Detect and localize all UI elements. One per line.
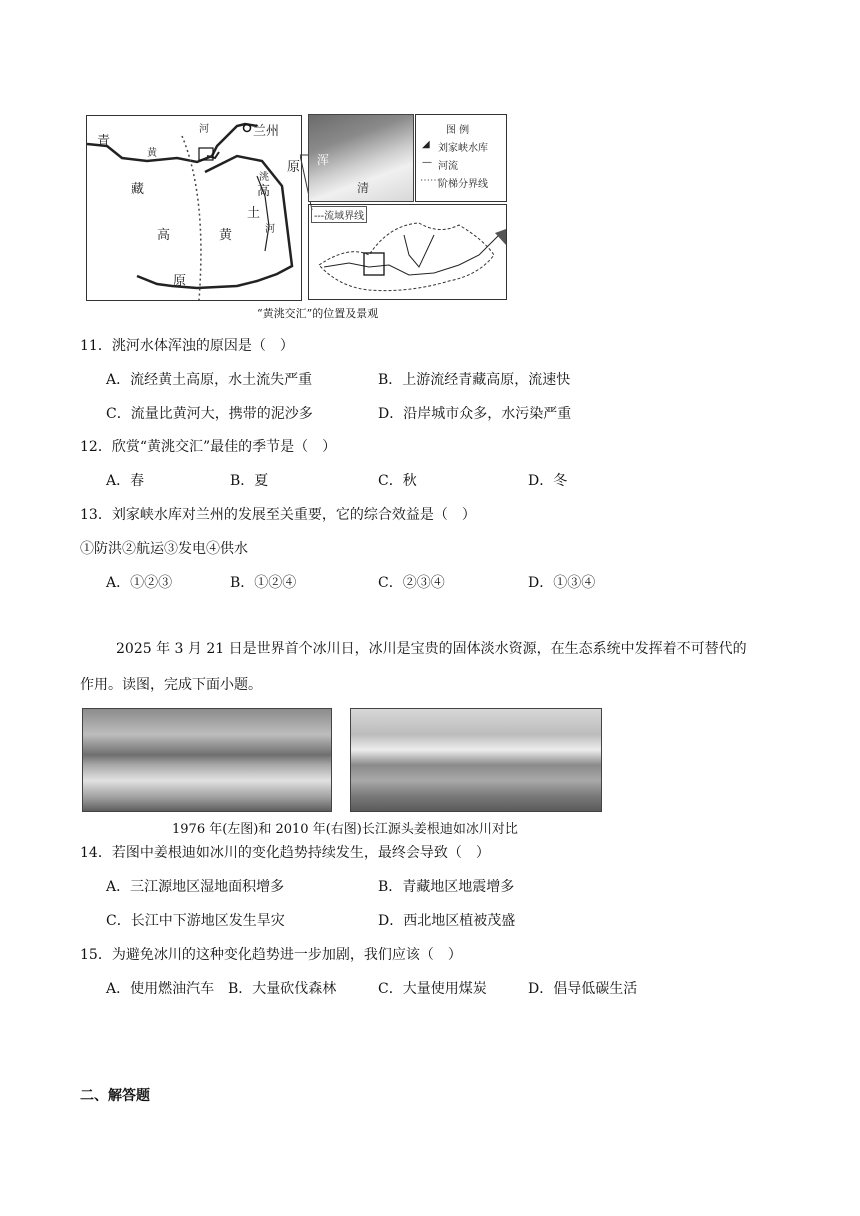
q11-option-c[interactable]: C．流量比黄河大，携带的泥沙多 (106, 406, 313, 422)
q12-option-c[interactable]: C．秋 (378, 473, 417, 489)
legend (415, 114, 507, 202)
basin-label: 流域界线 (324, 211, 365, 222)
legend-title: 图 例 (446, 125, 470, 136)
q12-option-b[interactable]: B．夏 (230, 473, 269, 489)
question-13-stem: 13．刘家峡水库对兰州的发展至关重要，它的综合效益是（ ） (80, 507, 476, 523)
q14-option-b[interactable]: B．青藏地区地震增多 (378, 879, 515, 895)
q14-option-d[interactable]: D．西北地区植被茂盛 (378, 913, 516, 929)
q15-option-a[interactable]: A．使用燃油汽车 (106, 981, 215, 997)
q13-option-d[interactable]: D．①③④ (528, 575, 596, 591)
map-loess-plateau (86, 115, 302, 301)
label-tu: 土 (247, 206, 261, 221)
label-he2: 河 (265, 224, 275, 235)
label-gao1: 高 (157, 228, 171, 243)
q14-option-a[interactable]: A．三江源地区湿地面积增多 (106, 879, 285, 895)
basin-lines (309, 205, 506, 299)
photo-glacier-1976 (82, 708, 332, 812)
q12-option-a[interactable]: A．春 (106, 473, 145, 489)
section-2-title: 二、解答题 (80, 1088, 150, 1104)
label-tao: 洮 (259, 172, 269, 183)
figure1-caption: “黄洮交汇”的位置及景观 (257, 307, 379, 320)
label-qing: 青 (97, 134, 111, 149)
map-lines (87, 116, 301, 300)
q14-option-c[interactable]: C．长江中下游地区发生旱灾 (106, 913, 285, 929)
label-lanzhou: 兰州 (253, 124, 280, 139)
passage-line-1: 2025 年 3 月 21 日是世界首个冰川日，冰川是宝贵的固体淡水资源，在生态系统中发挥着不可替代的 (116, 641, 747, 657)
q15-option-b[interactable]: B．大量砍伐森林 (228, 981, 337, 997)
q15-option-d[interactable]: D．倡导低碳生活 (528, 981, 638, 997)
q12-option-d[interactable]: D．冬 (528, 473, 568, 489)
q11-option-a[interactable]: A．流经黄土高原，水土流失严重 (106, 372, 313, 388)
label-huang2: 黄 (219, 228, 233, 243)
photo-glacier-2010 (350, 708, 602, 812)
label-yuan1: 原 (173, 274, 187, 289)
figure2-caption: 1976 年(左图)和 2010 年(右图)长江源头姜根迪如冰川对比 (172, 822, 518, 837)
question-11-stem: 11．洮河水体浑浊的原因是（ ） (80, 338, 294, 354)
label-hun: 浑 (317, 153, 330, 167)
question-12-stem: 12．欣赏“黄洮交汇”最佳的季节是（ ） (80, 439, 337, 455)
photo-confluence (308, 114, 414, 202)
label-qing-water: 清 (357, 181, 370, 195)
passage-line-2: 作用。读图，完成下面小题。 (80, 677, 262, 693)
q13-option-a[interactable]: A．①②③ (106, 575, 173, 591)
river-line-icon: — (422, 157, 432, 168)
basin-map (308, 204, 507, 300)
label-zang: 藏 (131, 182, 145, 197)
label-huang-river: 黄 (147, 148, 157, 159)
question-14-stem: 14．若图中姜根迪如冰川的变化趋势持续发生，最终会导致（ ） (80, 845, 490, 861)
q15-option-c[interactable]: C．大量使用煤炭 (378, 981, 487, 997)
label-yuan2: 原 (287, 160, 301, 175)
question-15-stem: 15．为避免冰川的这种变化趋势进一步加剧，我们应该（ ） (80, 947, 462, 963)
legend-item-boundary: 阶梯分界线 (438, 179, 488, 190)
q11-option-b[interactable]: B．上游流经青藏高原，流速快 (378, 372, 571, 388)
basin-line-icon: --- (314, 211, 325, 222)
q13-option-c[interactable]: C．②③④ (378, 575, 445, 591)
step-boundary-icon: ⋯⋯ (420, 175, 440, 186)
legend-item-river: 河流 (438, 161, 458, 172)
q13-option-b[interactable]: B．①②④ (230, 575, 297, 591)
label-he: 河 (199, 124, 209, 135)
label-gao2: 高 (257, 184, 271, 199)
q11-option-d[interactable]: D．沿岸城市众多，水污染严重 (378, 406, 572, 422)
legend-item-reservoir: 刘家峡水库 (438, 143, 488, 154)
question-13-items: ①防洪②航运③发电④供水 (80, 541, 248, 557)
reservoir-icon: ◢ (422, 139, 430, 150)
